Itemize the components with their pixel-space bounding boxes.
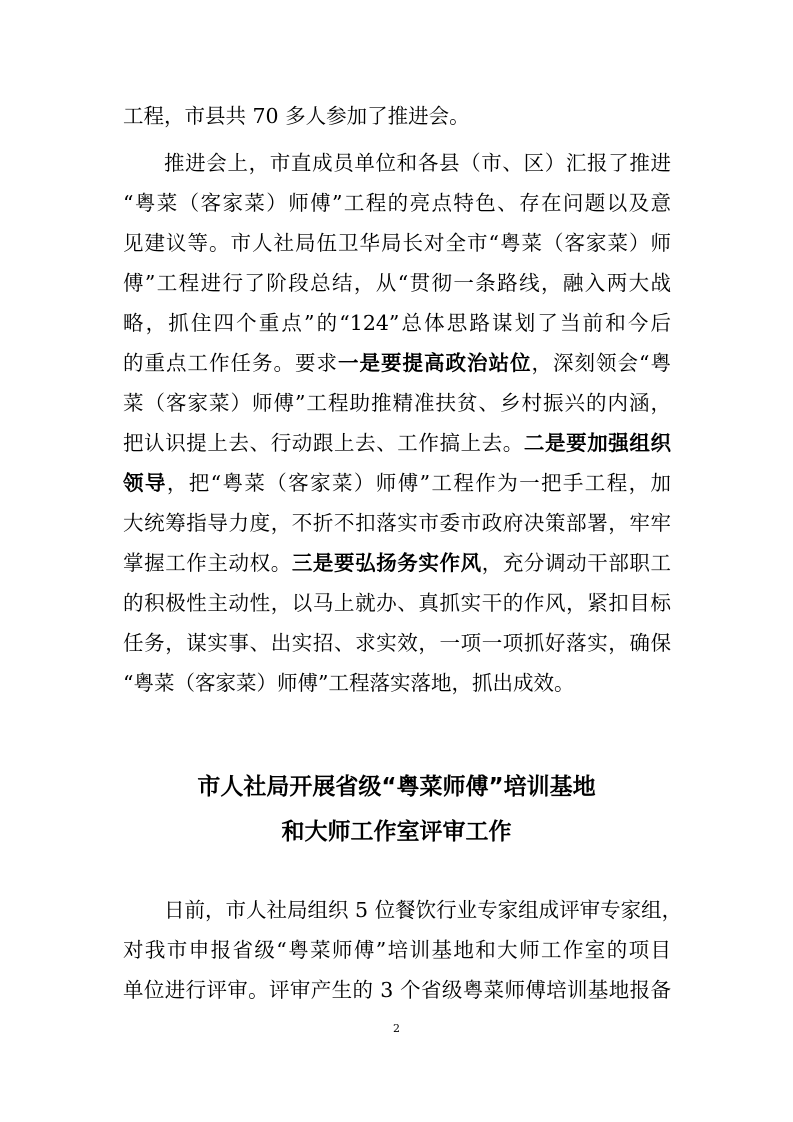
paragraph-line: 的积极性主动性，以马上就办、真抓实干的作风，紧扣目标 (123, 591, 671, 615)
text-run: ，深刻领会“粤 (531, 351, 672, 375)
paragraph-line: 推进会上，市直成员单位和各县（市、区）汇报了推进 (164, 151, 671, 175)
emphasis-point-one: 一是要提高政治站位 (338, 351, 532, 375)
paragraph-line: “粤菜（客家菜）师傅”工程的亮点特色、存在问题以及意 (123, 191, 671, 215)
paragraph-line: 任务，谋实事、出实招、求实效，一项一项抓好落实，确保 (123, 631, 671, 655)
emphasis-point-two: 二是要加强组织 (523, 431, 672, 455)
emphasis-point-three: 三是要弘扬务实作风 (291, 551, 482, 575)
paragraph-line (123, 343, 671, 383)
paragraph-line: 略，抓住四个重点”的“124”总体思路谋划了当前和今后 (123, 311, 671, 335)
text-run: ，把“粤菜（客家菜）师傅”工程作为一把手工程，加 (166, 471, 672, 495)
text-run: 掌握工作主动权。 (123, 551, 292, 575)
paragraph-line: 工程，市县共 70 多人参加了推进会。 (123, 104, 470, 128)
paragraph-line (123, 463, 671, 503)
text-run: 的重点工作任务。要求 (123, 351, 339, 375)
section-title-line-2: 和大师工作室评审工作 (281, 819, 512, 845)
paragraph-line: 傅”工程进行了阶段总结，从“贯彻一条路线，融入两大战 (123, 271, 671, 295)
paragraph-line: 日前，市人社局组织 5 位餐饮行业专家组成评审专家组， (164, 898, 683, 922)
paragraph-line: 菜（客家菜）师傅”工程助推精准扶贫、乡村振兴的内涵， (123, 391, 671, 415)
paragraph-line: 对我市申报省级“粤菜师傅”培训基地和大师工作室的项目 (123, 938, 671, 962)
paragraph-line: 单位进行评审。评审产生的 3 个省级粤菜师傅培训基地报备 (123, 978, 671, 1002)
emphasis-point-two-cont: 领导 (123, 471, 167, 495)
paragraph-line (123, 543, 671, 583)
paragraph-line: 大统筹指导力度，不折不扣落实市委市政府决策部署，牢牢 (123, 511, 671, 535)
paragraph-line: 见建议等。市人社局伍卫华局长对全市“粤菜（客家菜）师 (123, 231, 671, 255)
text-run: ，充分调动干部职工 (481, 551, 672, 575)
page-number: 2 (393, 1022, 400, 1035)
section-title-line-1: 市人社局开展省级“粤菜师傅”培训基地 (197, 774, 596, 800)
text-run: 把认识提上去、行动跟上去、工作搞上去。 (123, 431, 524, 455)
paragraph-line: “粤菜（客家菜）师傅”工程落实落地，抓出成效。 (123, 671, 575, 695)
paragraph-line (123, 423, 671, 463)
